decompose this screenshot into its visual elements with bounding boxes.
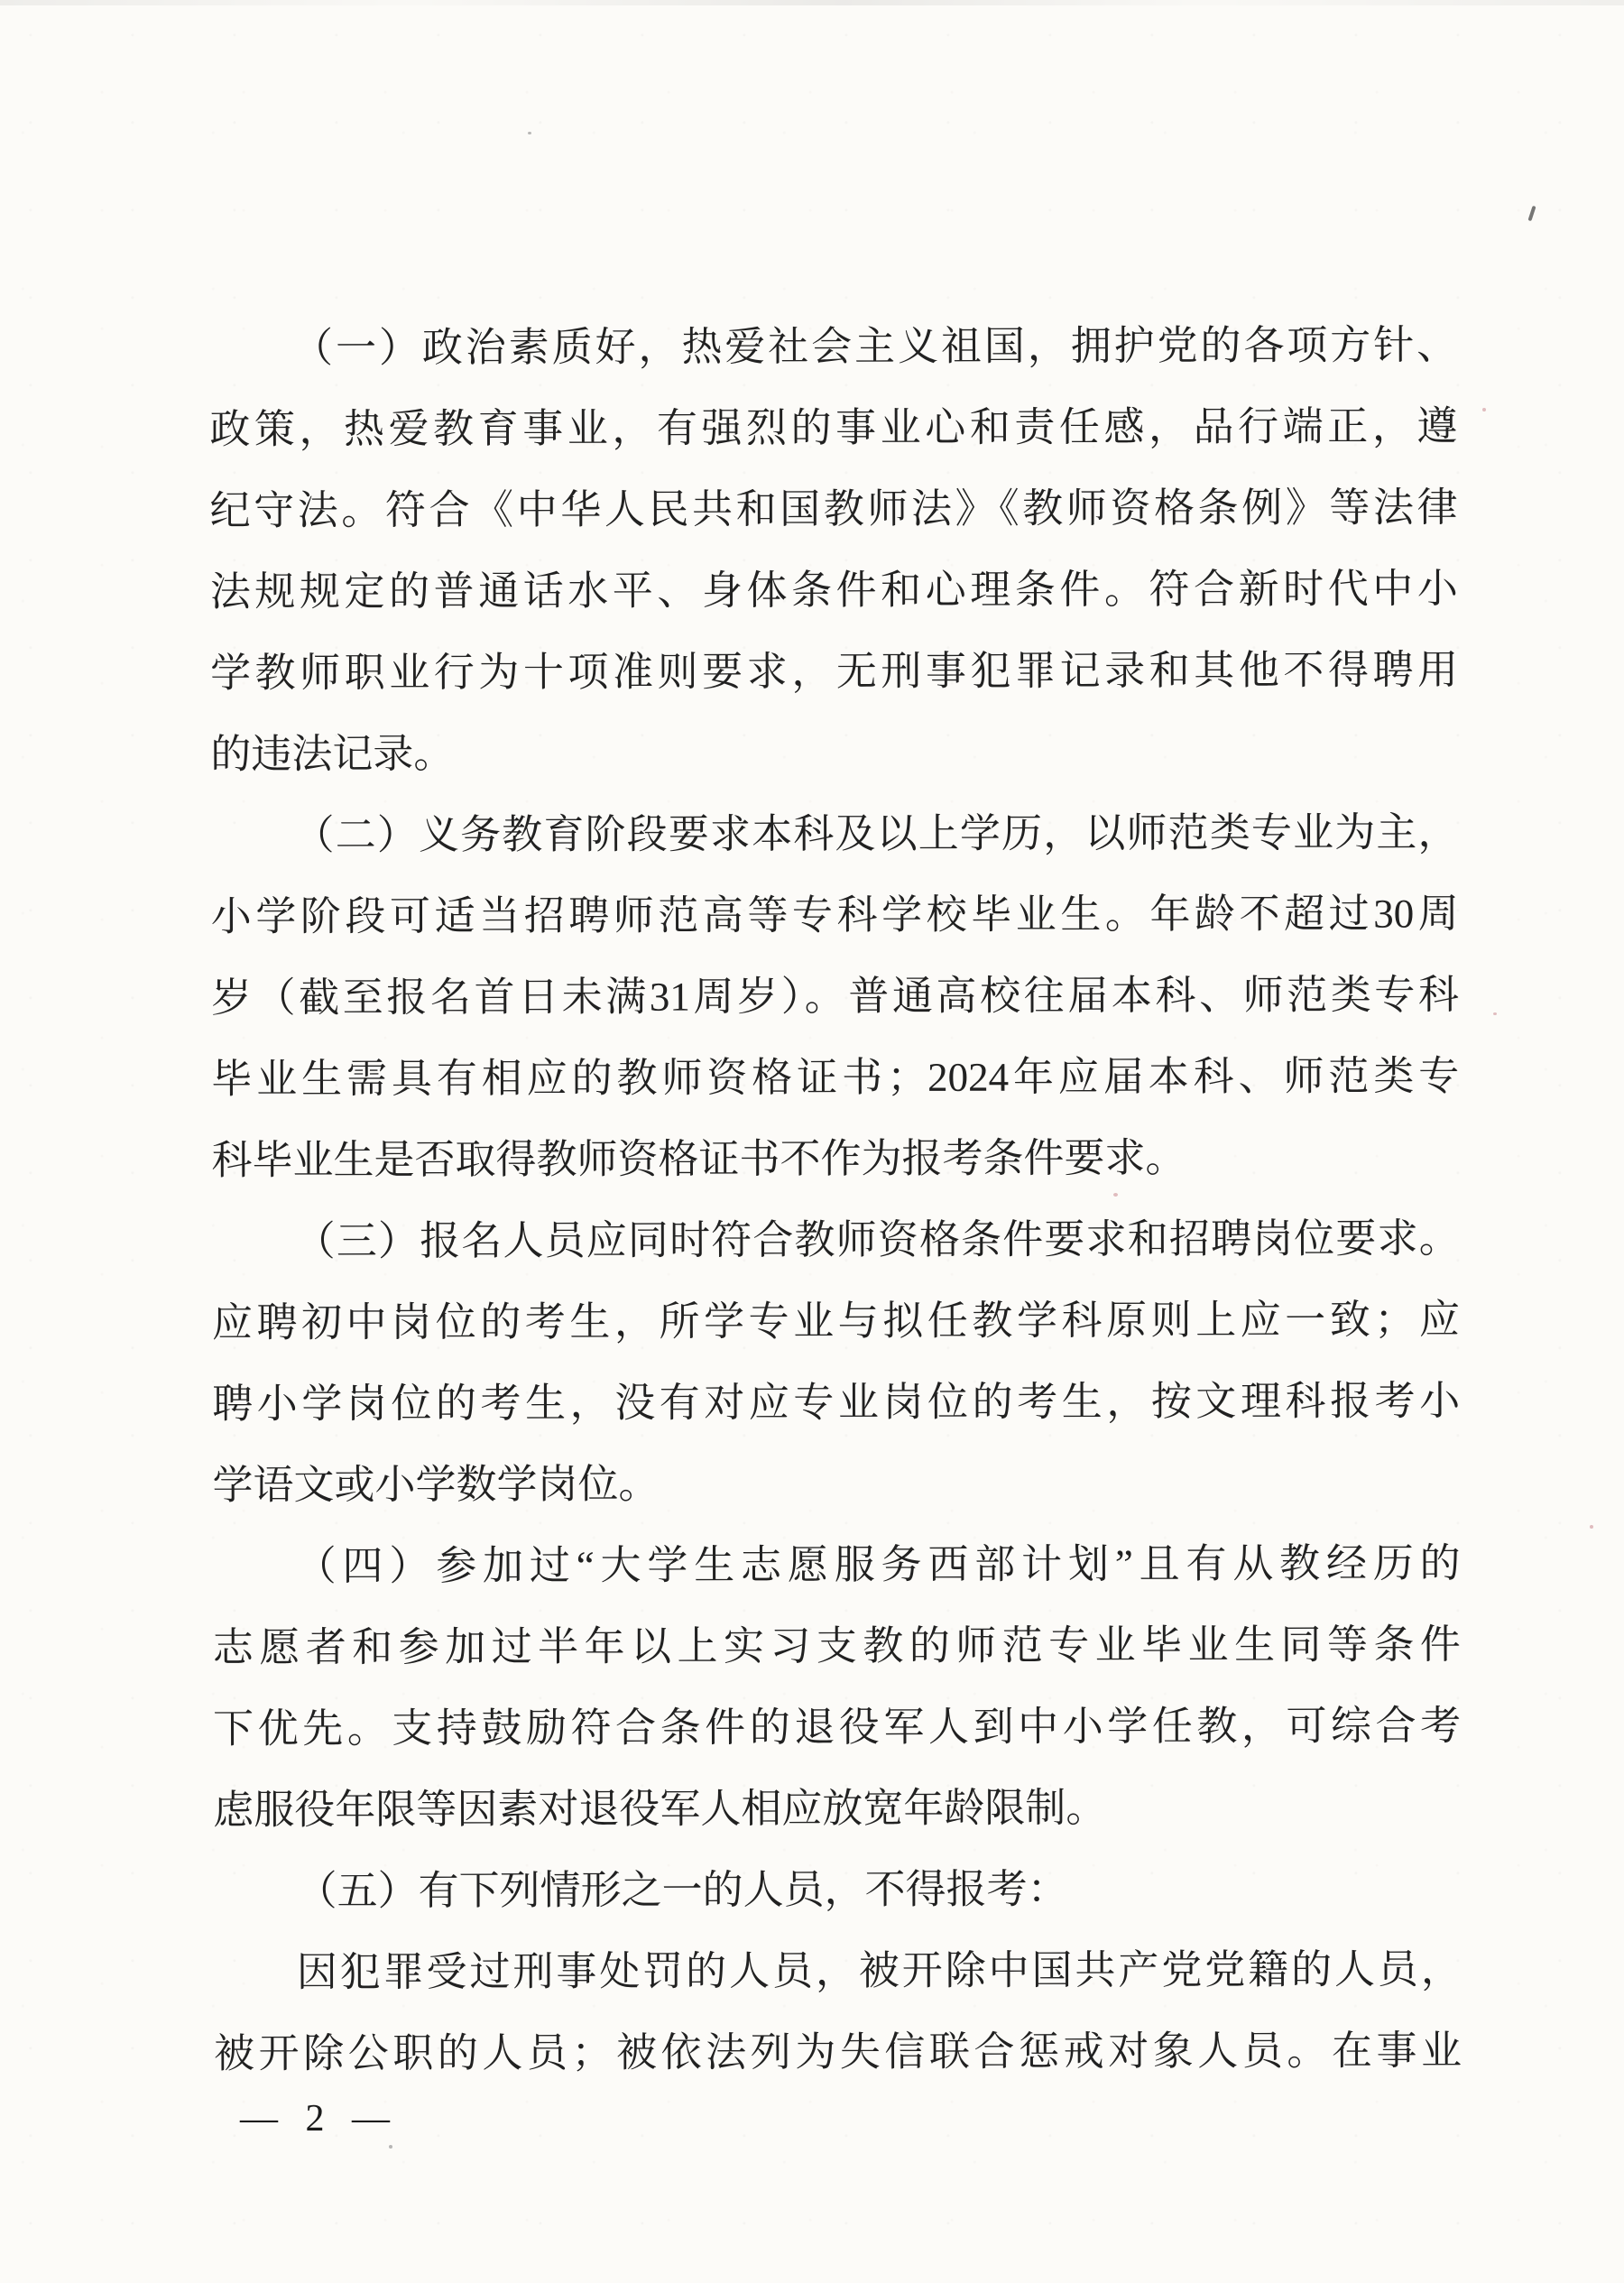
page-number: — 2 — [240,2098,392,2140]
text-line: 应聘初中岗位的考生，所学专业与拟任教学科原则上应一致；应 [211,1297,1461,1345]
scan-pen-mark [1527,206,1536,221]
scan-edge-artifact [0,0,1624,5]
text-line: 聘小学岗位的考生，没有对应专业岗位的考生，按文理科报考小 [212,1378,1461,1427]
text-line: 毕业生需具有相应的教师资格证书；2024年应届本科、师范类专 [211,1053,1460,1102]
text-line: 纪守法。符合《中华人民共和国教师法》《教师资格条例》等法律 [209,485,1458,533]
text-line: 科毕业生是否取得教师资格证书不作为报考条件要求。 [211,1135,1186,1183]
text-line: （五）有下列情形之一的人员，不得报考： [296,1866,1068,1914]
text-line: （二）义务教育阶段要求本科及以上学历，以师范类专业为主， [293,809,1459,858]
text-line: 下优先。支持鼓励符合条件的退役军人到中小学任教，可综合考 [213,1703,1462,1752]
text-line: 因犯罪受过刑事处罚的人员，被开除中国共产党党籍的人员， [296,1946,1462,1995]
scan-speck [389,2145,392,2149]
text-line: 虑服役年限等因素对退役军人相应放宽年龄限制。 [213,1785,1107,1833]
text-line: 岁（截至报名首日未满31周岁）。普通高校往届本科、师范类专科 [210,972,1460,1021]
text-line: 政策，热爱教育事业，有强烈的事业心和责任感，品行端正，遵 [209,403,1458,452]
text-line: 的违法记录。 [210,731,455,777]
text-line: 志愿者和参加过半年以上实习支教的师范专业毕业生同等条件 [212,1622,1461,1670]
text-block [209,304,1462,2094]
text-line: （三）报名人员应同时符合教师资格条件要求和招聘岗位要求。 [294,1215,1460,1264]
text-line: 小学阶段可适当招聘师范高等专科学校毕业生。年龄不超过30周 [210,891,1459,939]
scan-speck [1482,408,1486,411]
text-line: 被开除公职的人员；被依法列为失信联合惩戒对象人员。在事业 [214,2028,1463,2076]
scan-speck [1493,1012,1497,1015]
scan-speck [1590,1525,1593,1529]
scan-speck [528,132,531,134]
text-line: （四）参加过“大学生志愿服务西部计划”且有从教经历的 [295,1540,1461,1589]
text-line: （一）政治素质好，热爱社会主义祖国，拥护党的各项方针、 [292,322,1458,371]
text-line: 学教师职业行为十项准则要求，无刑事犯罪记录和其他不得聘用 [209,647,1459,696]
text-line: 法规规定的普通话水平、身体条件和心理条件。符合新时代中小 [209,566,1458,615]
text-line: 学语文或小学数学岗位。 [212,1461,660,1508]
